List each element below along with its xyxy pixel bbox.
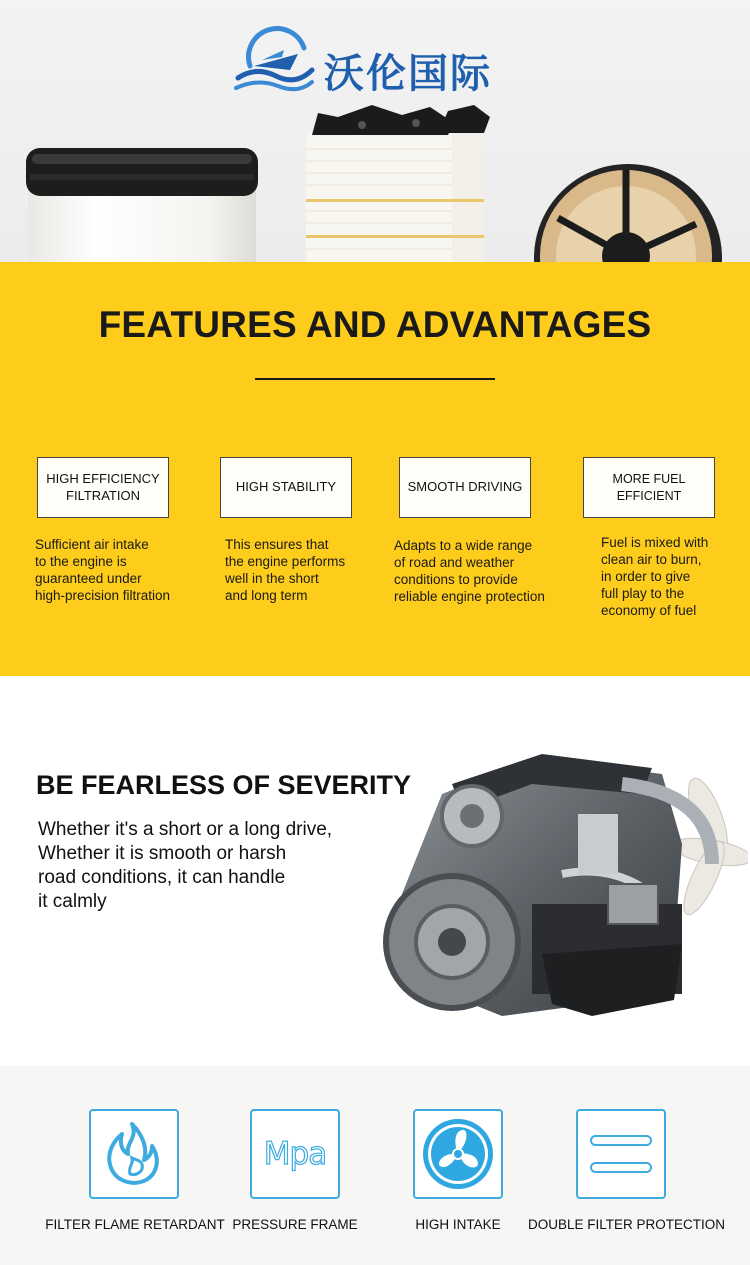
icon-label-double: DOUBLE FILTER PROTECTION <box>528 1217 726 1232</box>
feature-desc-filtration: Sufficient air intake to the engine is guaranteed under high-precision filtration <box>35 537 171 603</box>
feature-label-text: HIGH STABILITY <box>235 479 337 495</box>
feature-label-fuel <box>583 457 715 518</box>
double-line-icon <box>586 1124 656 1184</box>
feature-label-filtration <box>37 457 169 518</box>
flame-icon-card <box>89 1109 179 1199</box>
brand-name: 沃伦国际 <box>324 51 492 97</box>
icon-label-flame: FILTER FLAME RETARDANT <box>45 1217 225 1232</box>
hero-banner <box>0 0 750 262</box>
fan-icon <box>420 1116 496 1192</box>
benefit-icons-section <box>0 1066 750 1265</box>
fearless-body-text: Whether it's a short or a long drive, Whether it is smooth or harsh road conditions, it can handle it calmly <box>38 819 333 912</box>
feature-desc-stability: This ensures that the engine performs well in the short and long term <box>225 537 346 603</box>
ship-wave-logo-icon <box>232 26 316 98</box>
fearless-title: BE FEARLESS OF SEVERITY <box>36 770 412 800</box>
round-air-filter-image <box>24 140 260 262</box>
fan-icon-card <box>413 1109 503 1199</box>
features-section <box>0 262 750 676</box>
fearless-section <box>0 676 750 1066</box>
title-underline <box>255 378 495 380</box>
feature-label-stability <box>220 457 352 518</box>
flame-icon <box>98 1118 170 1190</box>
icon-label-intake: HIGH INTAKE <box>415 1217 501 1232</box>
feature-desc-fuel: Fuel is mixed with clean air to burn, in order to give full play to the economy of fuel <box>601 535 709 618</box>
mpa-icon: Mpa <box>263 1136 327 1172</box>
mpa-icon-card <box>250 1109 340 1199</box>
icon-label-pressure: PRESSURE FRAME <box>232 1217 358 1232</box>
diesel-engine-image <box>382 754 748 1030</box>
panel-air-filter-image <box>298 105 494 262</box>
double-line-icon-card <box>576 1109 666 1199</box>
feature-label-text: HIGH EFFICIENCY FILTRATION <box>46 470 160 503</box>
brand-logo[interactable] <box>232 26 512 102</box>
feature-desc-driving: Adapts to a wide range of road and weather conditions to provide reliable engine protection <box>394 538 545 604</box>
feature-label-text: MORE FUEL EFFICIENT <box>612 472 686 503</box>
feature-label-text: SMOOTH DRIVING <box>407 479 523 495</box>
cylindrical-fuel-filter-image <box>528 148 722 262</box>
features-title: FEATURES AND ADVANTAGES <box>98 304 652 345</box>
feature-label-driving <box>399 457 531 518</box>
